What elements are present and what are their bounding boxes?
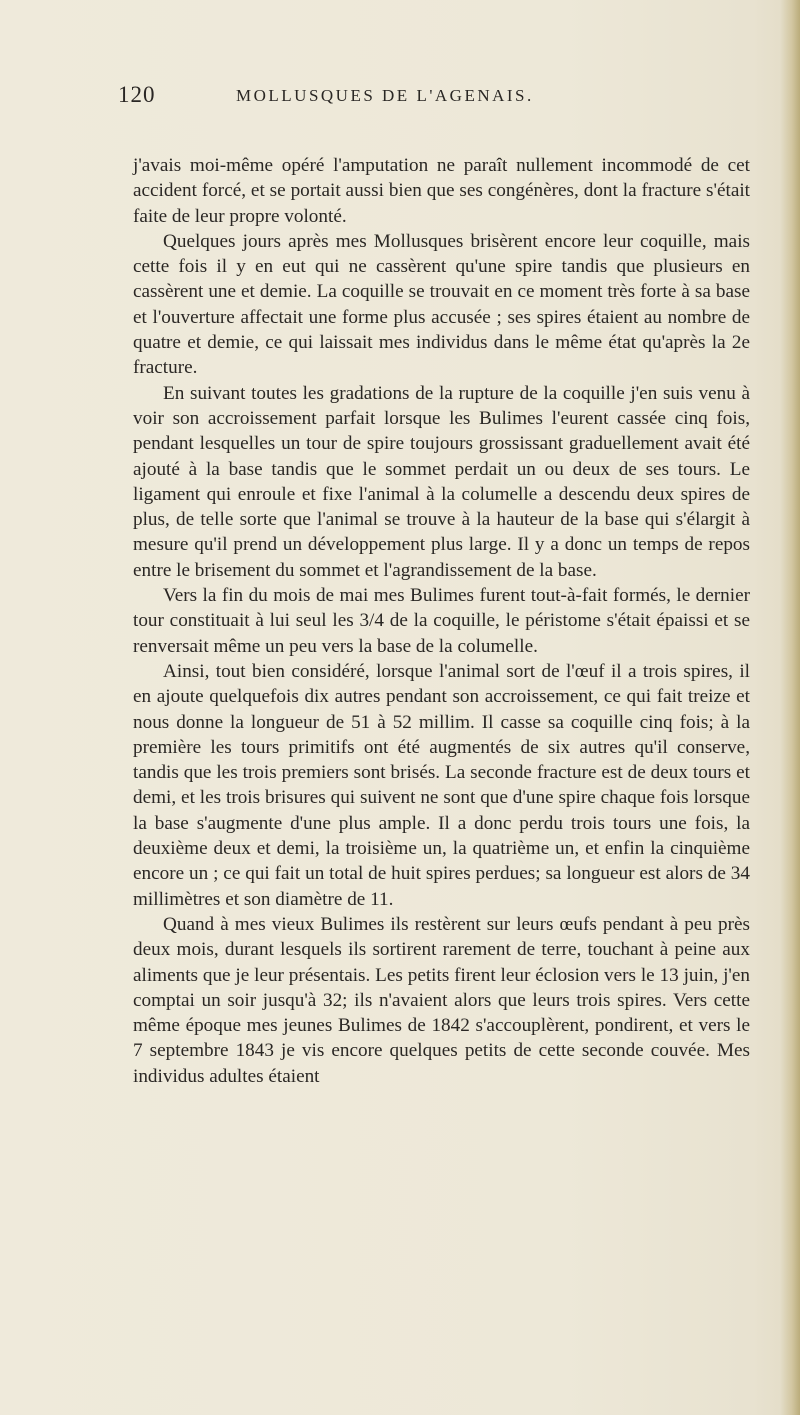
page-edge-shadow bbox=[780, 0, 800, 1415]
paragraph: Quelques jours après mes Mollusques brisèrent encore leur coquille, mais cette fois il y en eut qui ne cassèrent qu'une spire tandis que plusieurs en cassèrent une et demie. La coquille se trouvait en ce moment très forte à sa base et l'ouverture affectait une forme plus accusée ; ses spires étaient au nombre de quatre et demie, ce qui laissait mes individus dans le même état qu'après la 2e fracture. bbox=[133, 230, 750, 379]
running-title: MOLLUSQUES DE L'AGENAIS. bbox=[236, 86, 534, 105]
paragraph: Quand à mes vieux Bulimes ils restèrent sur leurs œufs pendant à peu près deux mois, durant lesquels ils sortirent rarement de terre, touchant à peine aux aliments que je leur présentais. Les petits firent leur éclosion vers le 13 juin, j'en comptai un soir jusqu'à 32; ils n'avaient alors que leurs trois spires. Vers cette même époque mes jeunes Bulimes de 1842 s'accouplèrent, pondirent, et vers le 7 septembre 1843 je vis encore quelques petits de cette seconde couvée. Mes individus adultes étaient bbox=[133, 913, 750, 1087]
page-number: 120 bbox=[118, 82, 156, 107]
paragraph-continuation: j'avais moi-même opéré l'amputation ne paraît nullement incommodé de cet accident forcé, et se portait aussi bien que ses congénères, dont la fracture s'était faite de leur propre volonté. bbox=[133, 155, 750, 227]
paragraph: Ainsi, tout bien considéré, lorsque l'animal sort de l'œuf il a trois spires, il en ajoute quelquefois dix autres pendant son accroissement, ce qui fait treize et nous donne la longueur de 51 à 52 millim. Il casse sa coquille cinq fois; à la première les tours primitifs ont été augmentés de six autres qu'il conserve, tandis que les trois premiers sont brisés. La seconde fracture est de deux tours et demi, et les trois brisures qui suivent ne sont que d'une spire chaque fois lorsque la base s'augmente d'une plus ample. Il a donc perdu trois tours une fois, la deuxième deux et demi, la troisième un, la quatrième un, et enfin la cinquième encore un ; ce qui fait un total de huit spires perdues; sa longueur est alors de 34 millimètres et son diamètre de 11. bbox=[133, 660, 750, 910]
paragraph: Vers la fin du mois de mai mes Bulimes furent tout-à-fait formés, le dernier tour constituait à lui seul les 3/4 de la coquille, le péristome s'était épaissi et se renversait même un peu vers la base de la columelle. bbox=[133, 585, 750, 657]
page-header bbox=[118, 82, 758, 114]
body-text bbox=[133, 153, 750, 1089]
paragraph: En suivant toutes les gradations de la rupture de la coquille j'en suis venu à voir son accroissement parfait lorsque les Bulimes l'eurent cassée cinq fois, pendant lesquelles un tour de spire toujours grossissant graduellement avait été ajouté à la base tandis que le sommet perdait un ou deux de ses tours. Le ligament qui enroule et fixe l'animal à la columelle a descendu deux spires de plus, de telle sorte que l'animal se trouve à la hauteur de la base qui s'élargit à mesure qu'il prend un développement plus large. Il y a donc un temps de repos entre le brisement du sommet et l'agrandissement de la base. bbox=[133, 382, 750, 581]
